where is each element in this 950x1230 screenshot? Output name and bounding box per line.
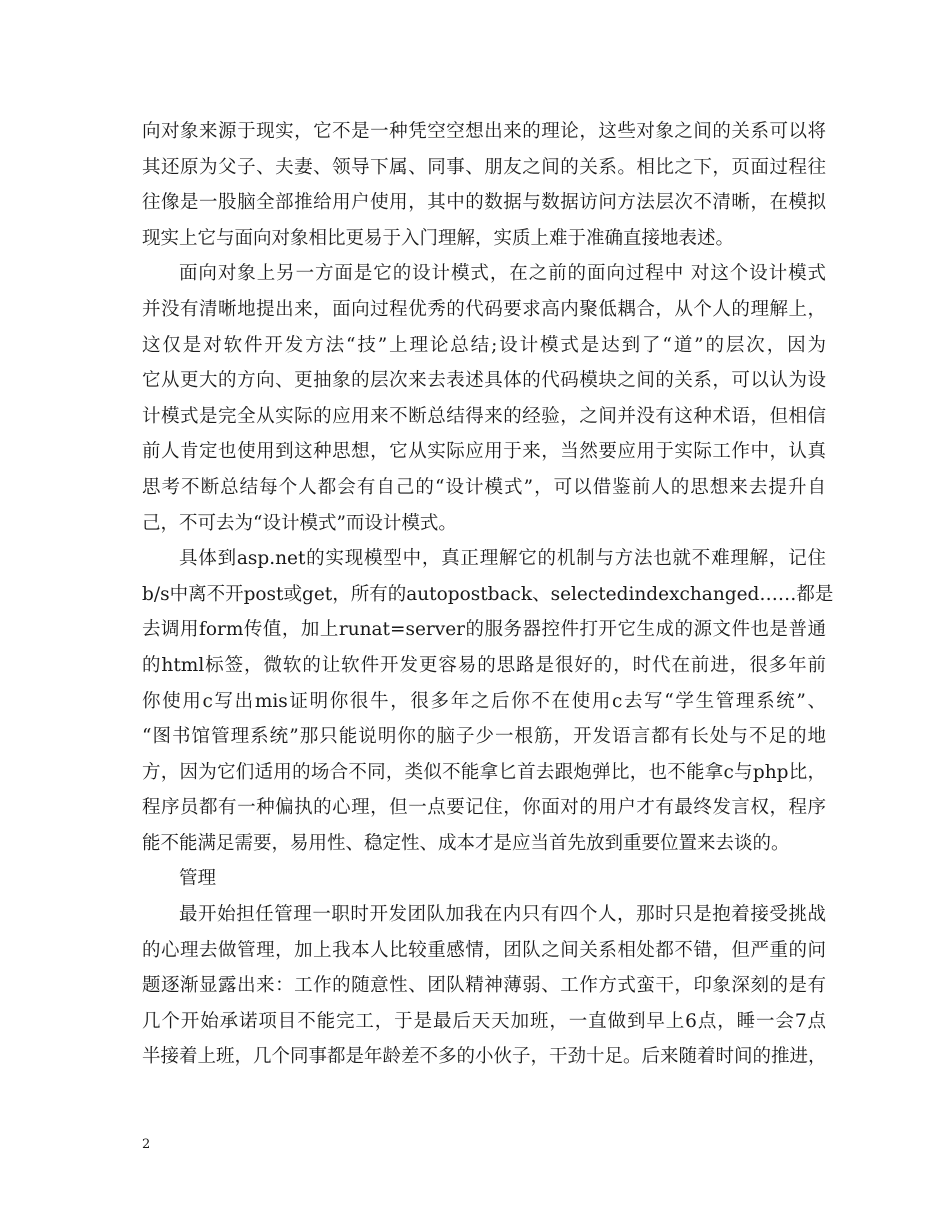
text-line: 程序员都有一种偏执的心理，但一点要记住，你面对的用户才有最终发言权，程序 [142,797,826,819]
text-line: 面向对象上另一方面是它的设计模式，在之前的面向过程中 对这个设计模式 [179,263,826,285]
text-line: 去调用form传值，加上runat=server的服务器控件打开它生成的源文件也是普通 [142,619,826,641]
text-line: 能不能满足需要，易用性、稳定性、成本才是应当首先放到重要位置来去谈的。 [142,832,790,854]
text-line: 你使用c写出mis证明你很牛，很多年之后你不在使用c去写“学生管理系统”、 [142,690,826,712]
paragraph [142,897,826,1075]
text-line: 几个开始承诺项目不能完工，于是最后天天加班，一直做到早上6点，睡一会7点 [142,1010,826,1032]
text-line: 的html标签，微软的让软件开发更容易的思路是很好的，时代在前进，很多年前 [142,654,826,676]
text-line: 它从更大的方向、更抽象的层次来去表述具体的代码模块之间的关系，可以认为设 [142,370,826,392]
paragraph [142,541,834,861]
text-line: 最开始担任管理一职时开发团队加我在内只有四个人，那时只是抱着接受挑战 [179,904,826,926]
text-line: 计模式是完全从实际的应用来不断总结得来的经验，之间并没有这种术语，但相信 [142,405,826,427]
text-line: 思考不断总结每个人都会有自己的“设计模式”，可以借鉴前人的思想来去提升自 [142,476,826,498]
text-line: 题逐渐显露出来：工作的随意性、团队精神薄弱、工作方式蛮干，印象深刻的是有 [142,975,826,997]
text-line: 管理 [179,868,217,890]
text-line: 这仅是对软件开发方法“技”上理论总结;设计模式是达到了“道”的层次，因为 [142,334,826,356]
text-line: 其还原为父子、夫妻、领导下属、同事、朋友之间的关系。相比之下，页面过程往 [142,156,826,178]
text-line: “图书馆管理系统”那只能说明你的脑子少一根筋，开发语言都有长处与不足的地 [142,726,826,748]
text-line: 并没有清晰地提出来，面向过程优秀的代码要求高内聚低耦合，从个人的理解上， [142,298,826,320]
paragraph [142,114,826,256]
text-line: 方，因为它们适用的场合不同，类似不能拿匕首去跟炮弹比，也不能拿c与php比， [142,761,826,783]
text-line: 现实上它与面向对象相比更易于入门理解，实质上难于准确直接地表述。 [142,227,735,249]
text-line: 往像是一股脑全部推给用户使用，其中的数据与数据访问方法层次不清晰，在模拟 [142,192,826,214]
text-line: 的心理去做管理，加上我本人比较重感情，团队之间关系相处都不错，但严重的问 [142,939,826,961]
text-line: 具体到asp.net的实现模型中，真正理解它的机制与方法也就不难理解，记住 [179,548,826,570]
document-body [142,114,834,1075]
page-number: 2 [142,1137,151,1152]
text-line: 半接着上班，几个同事都是年龄差不多的小伙子，干劲十足。后来随着时间的推进， [142,1046,827,1068]
paragraph [142,861,826,897]
text-line: 己，不可去为“设计模式”而设计模式。 [142,512,457,534]
text-line: 前人肯定也使用到这种思想，它从实际应用于来，当然要应用于实际工作中，认真 [142,441,826,463]
text-line: b/s中离不开post或get，所有的autopostback、selectedindexchanged……都是 [142,583,834,605]
paragraph [142,256,826,541]
text-line: 向对象来源于现实，它不是一种凭空空想出来的理论，这些对象之间的关系可以将 [142,121,826,142]
